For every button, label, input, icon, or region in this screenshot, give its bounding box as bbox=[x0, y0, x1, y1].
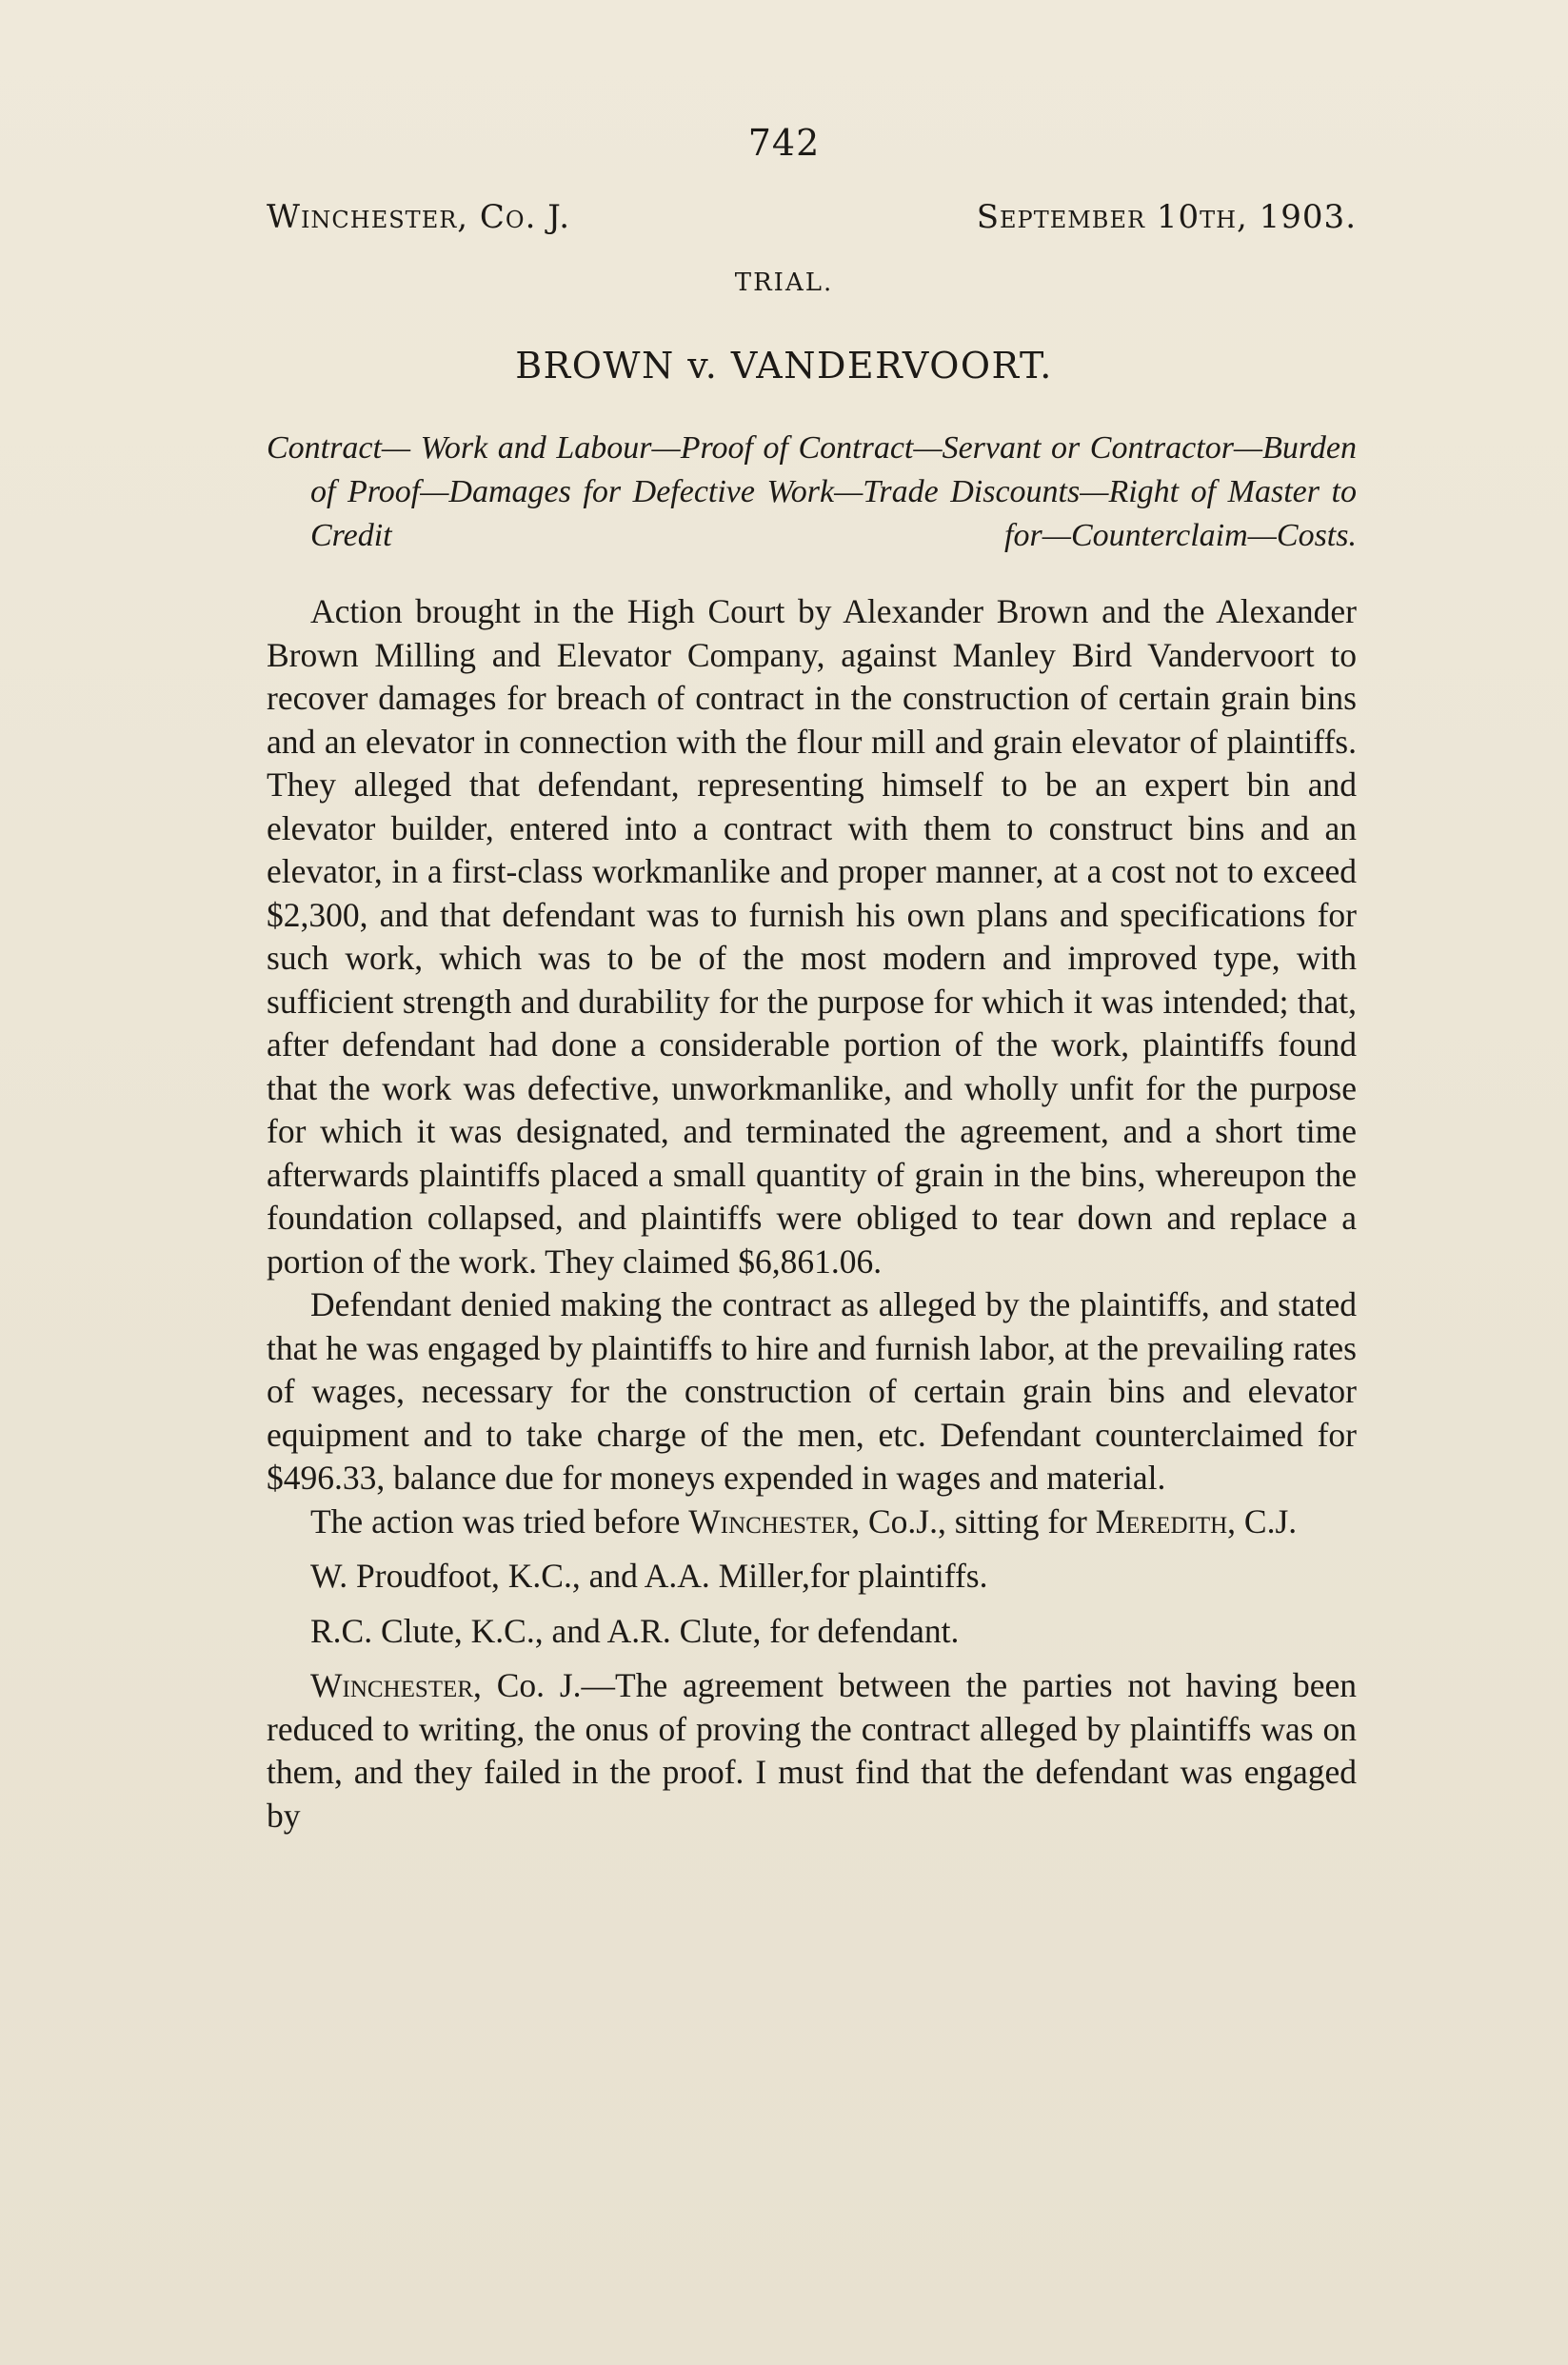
running-head-date: September 10th, 1903. bbox=[976, 198, 1357, 236]
paragraph-trial bbox=[267, 1500, 1357, 1544]
trial-chief-justice-name: Meredith bbox=[1095, 1501, 1228, 1540]
trial-text-a: The action was tried before bbox=[310, 1501, 689, 1540]
trial-text-b: , Co.J., sitting for bbox=[851, 1501, 1096, 1540]
counsel-plaintiffs: W. Proudfoot, K.C., and A.A. Miller,for plaintiffs. bbox=[310, 1557, 988, 1595]
running-head-judge: Winchester, Co. J. bbox=[267, 198, 570, 236]
judgment-text: , Co. J.—The agreement between the parties not having been reduced to writing, the onus of proving the contract alleged by plaintiffs was on them, and they failed in the proof. I must find that the defendant was engaged by bbox=[267, 1666, 1357, 1835]
section-label: TRIAL. bbox=[734, 268, 834, 297]
page-number: 742 bbox=[747, 122, 821, 164]
trial-text-c: , C.J. bbox=[1227, 1501, 1298, 1540]
trial-judge-name: Winchester bbox=[688, 1501, 852, 1540]
judgment-judge-name: Winchester bbox=[310, 1666, 474, 1704]
paragraph-judgment bbox=[267, 1664, 1357, 1838]
counsel-defendant: R.C. Clute, K.C., and A.R. Clute, for defendant. bbox=[310, 1611, 960, 1650]
body-text bbox=[267, 590, 1357, 1838]
paragraph-statement-of-claim: Action brought in the High Court by Alexander Brown and the Alexander Brown Milling and Elevator Company, against Manley Bird Vandervoort to recover damages for breach of contract in the construction of certain grain bins and an elevator in connection with the flour mill and grain elevator of plaintiffs. They alleged that defendant, representing himself to be an expert bin and elevator builder, entered into a contract with them to construct bins and an elevator, in a first-class workmanlike and proper manner, at a cost not to exceed $2,300, and that defendant was to furnish his own plans and specifications for such work, which was to be of the most modern and improved type, with sufficient strength and durability for the purpose for which it was intended; that, after defendant had done a considerable portion of the work, plaintiffs found that the work was defective, unworkmanlike, and wholly unfit for the purpose for which it was designated, and terminated the agreement, and a short time afterwards plaintiffs placed a small quantity of grain in the bins, whereupon the foundation collapsed, and plaintiffs were obliged to tear down and replace a portion of the work. They claimed $6,861.06. bbox=[267, 592, 1357, 1281]
headnote: Contract— Work and Labour—Proof of Contract—Servant or Contractor—Burden of Proof—Damages for Defective Work—Trade Discounts—Right of Master to Credit for—Counterclaim—Costs. bbox=[267, 430, 1357, 553]
paragraph-defence: Defendant denied making the contract as alleged by the plaintiffs, and stated that he was engaged by plaintiffs to hire and furnish labor, at the prevailing rates of wages, necessary for the construction of certain grain bins and elevator equipment and to take charge of the men, etc. Defendant counterclaimed for $496.33, balance due for moneys expended in wages and material. bbox=[267, 1285, 1357, 1497]
running-head bbox=[267, 198, 1357, 236]
case-title: BROWN v. VANDERVOORT. bbox=[515, 345, 1053, 387]
